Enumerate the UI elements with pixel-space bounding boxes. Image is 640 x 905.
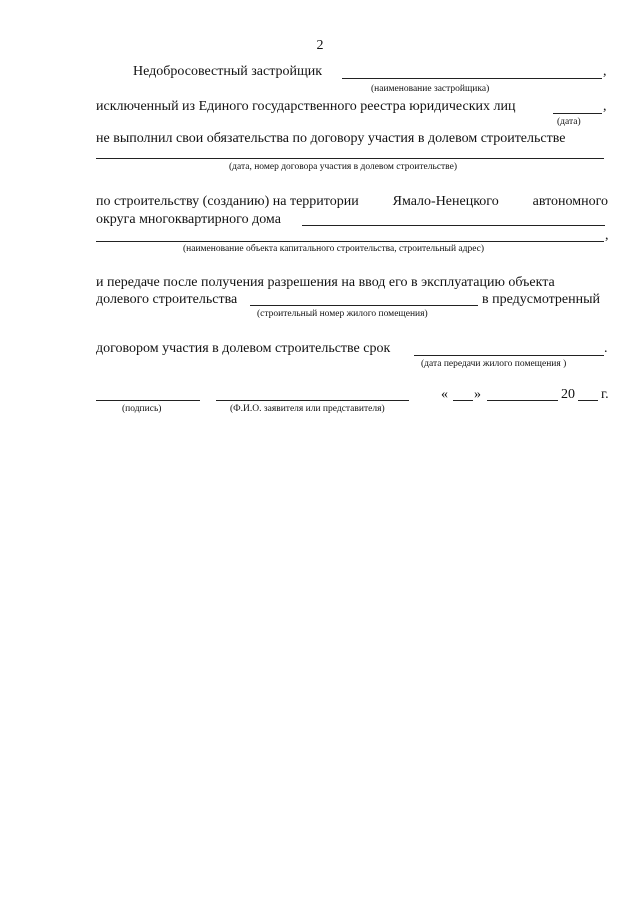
signature-caption: (подпись) xyxy=(122,404,162,414)
exclusion-date-field[interactable] xyxy=(553,113,602,114)
year-suffix: г. xyxy=(601,387,609,402)
page-number: 2 xyxy=(316,38,324,53)
provided-text: в предусмотренный xyxy=(482,292,601,307)
line1-comma: , xyxy=(603,64,607,79)
transfer-text: и передаче после получения разрешения на ввод его в эксплуатацию объекта xyxy=(96,275,555,290)
territory-line xyxy=(96,194,608,210)
line9-period: . xyxy=(604,341,608,356)
day-field[interactable] xyxy=(453,400,473,401)
year-field[interactable] xyxy=(578,400,598,401)
date-quote-close: » xyxy=(474,387,481,402)
year-prefix: 20 xyxy=(561,387,575,402)
signature-field[interactable] xyxy=(96,400,200,401)
region-name: Ямало-Ненецкого xyxy=(392,194,499,209)
line6-comma: , xyxy=(605,228,609,243)
territory-text: по строительству (созданию) на территории xyxy=(96,194,359,209)
unit-number-field[interactable] xyxy=(250,305,478,306)
applicant-caption: (Ф.И.О. заявителя или представителя) xyxy=(230,404,385,414)
region-type: автономного xyxy=(532,194,608,209)
object-caption: (наименование объекта капитального строительства, строительный адрес) xyxy=(183,244,485,254)
unit-caption: (строительный номер жилого помещения) xyxy=(257,309,428,319)
month-field[interactable] xyxy=(487,400,558,401)
date-caption: (дата) xyxy=(557,117,581,127)
obligations-text: не выполнил свои обязательства по договору участия в долевом строительстве xyxy=(96,131,566,146)
excluded-text: исключенный из Единого государственного реестра юридических лиц xyxy=(96,99,516,114)
contract-caption: (дата, номер договора участия в долевом строительстве) xyxy=(229,162,457,172)
building-field[interactable] xyxy=(302,225,605,226)
building-text: округа многоквартирного дома xyxy=(96,212,281,227)
developer-caption: (наименование застройщика) xyxy=(371,84,490,94)
transfer-date-field[interactable] xyxy=(414,355,604,356)
transfer-caption: (дата передачи жилого помещения ) xyxy=(421,359,567,369)
line2-comma: , xyxy=(603,99,607,114)
developer-name-field[interactable] xyxy=(342,78,602,79)
deadline-text: договором участия в долевом строительстве срок xyxy=(96,341,391,356)
developer-label: Недобросовестный застройщик xyxy=(133,64,323,79)
contract-field[interactable] xyxy=(96,158,604,159)
object-address-field[interactable] xyxy=(96,241,604,242)
applicant-name-field[interactable] xyxy=(216,400,409,401)
date-quote-open: « xyxy=(441,387,448,402)
shared-construction-text: долевого строительства xyxy=(96,292,238,307)
